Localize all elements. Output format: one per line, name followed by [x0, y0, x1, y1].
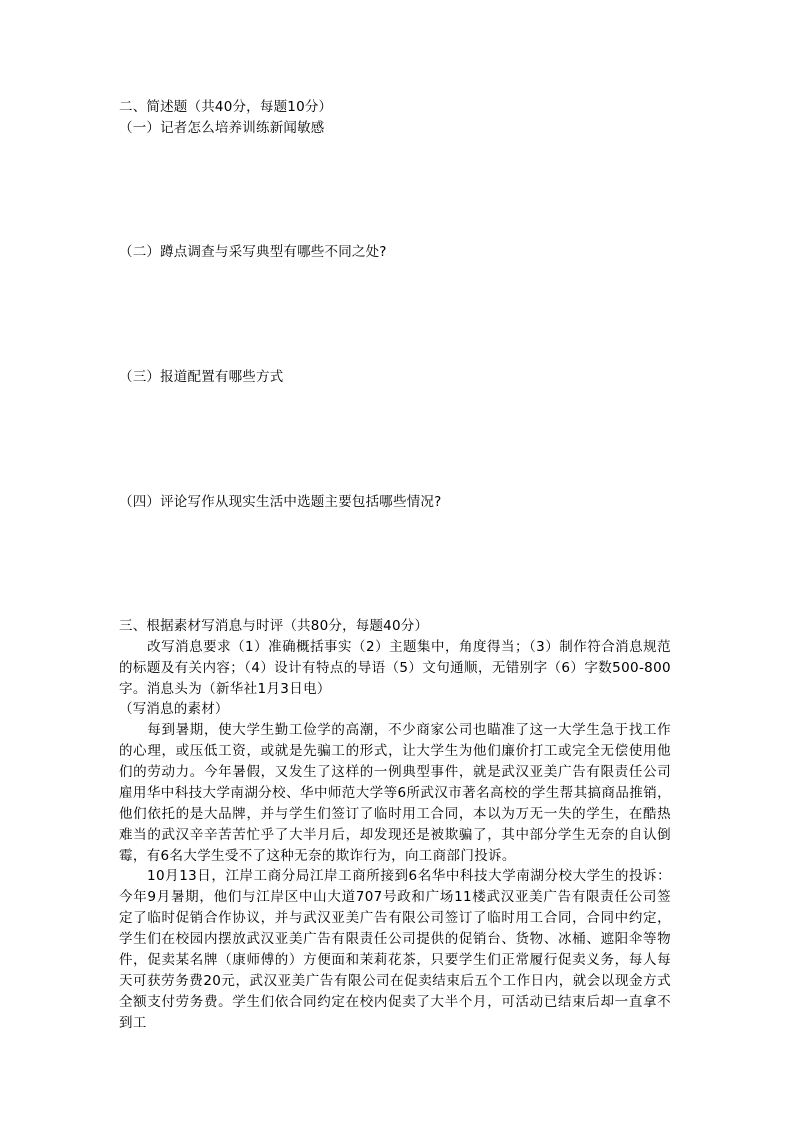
material-paragraph-1-text: 每到暑期，使大学生勤工俭学的高潮，不少商家公司也瞄准了这一大学生急于找工作的心理，或压低工资，或就是先骗工的形式，让大学生为他们廉价打工或完全无偿使用他们的劳动力。今年暑假，又发生了这样的一例典型事件，就是武汉亚美广告有限责任公司雇用华中科技大学南湖分校、华中师范大学等6所武汉市著名高校的学生帮其搞商品推销，他们依托的是大品牌，并与学生们签订了临时用工合同，本以为万无一失的学生，在酷热难当的武汉辛辛苦苦忙乎了大半月后，却发现还是被欺骗了，其中部分学生无奈的自认倒霉，有6名大学生受不了这种无奈的欺诈行为，向工商部门投诉。 — [119, 722, 671, 864]
question-2: （二）蹲点调查与采写典型有哪些不同之处? — [119, 244, 387, 260]
section2-heading: 二、简述题（共40分，每题10分） — [119, 99, 333, 115]
material-label: （写消息的素材） — [119, 701, 229, 717]
material-paragraph-2-text: 10月13日，江岸工商分局江岸工商所接到6名华中科技大学南湖分校大学生的投诉：今年9月暑期，他们与江岸区中山大道707号政和广场11楼武汉亚美广告有限责任公司签定了临时促销合作协议，并与武汉亚美广告有限公司签订了临时用工合同，合同中约定，学生们在校园内摆放武汉亚美广告有限责任公司提供的促销台、货物、冰桶、遮阳伞等物件，促卖某名牌（康师傅的）方便面和茉莉花茶，只要学生们正常履行促卖义务，每人每天可获劳务费20元，武汉亚美广告有限公司在促卖结束后五个工作日内，就会以现金方式全额支付劳务费。学生们依合同约定在校内促卖了大半个月，可活动已结束后却一直拿不到工 — [119, 868, 671, 1031]
material-paragraph-2 — [119, 866, 671, 1034]
requirements-text: 改写消息要求（1）准确概括事实（2）主题集中，角度得当；（3）制作符合消息规范的标题及有关内容；（4）设计有特点的导语（5）文句通顺，无错别字（6）字数500-800字。消息头为（新华社1月3日电） — [119, 639, 671, 697]
requirements-paragraph — [119, 637, 671, 700]
section3-heading: 三、根据素材写消息与时评（共80分，每题40分） — [119, 618, 429, 634]
question-3: （三）报道配置有哪些方式 — [119, 369, 284, 385]
question-4: （四）评论写作从现实生活中选题主要包括哪些情况? — [119, 494, 442, 510]
question-1: （一）记者怎么培养训练新闻敏感 — [119, 120, 325, 136]
material-paragraph-1 — [119, 720, 671, 867]
